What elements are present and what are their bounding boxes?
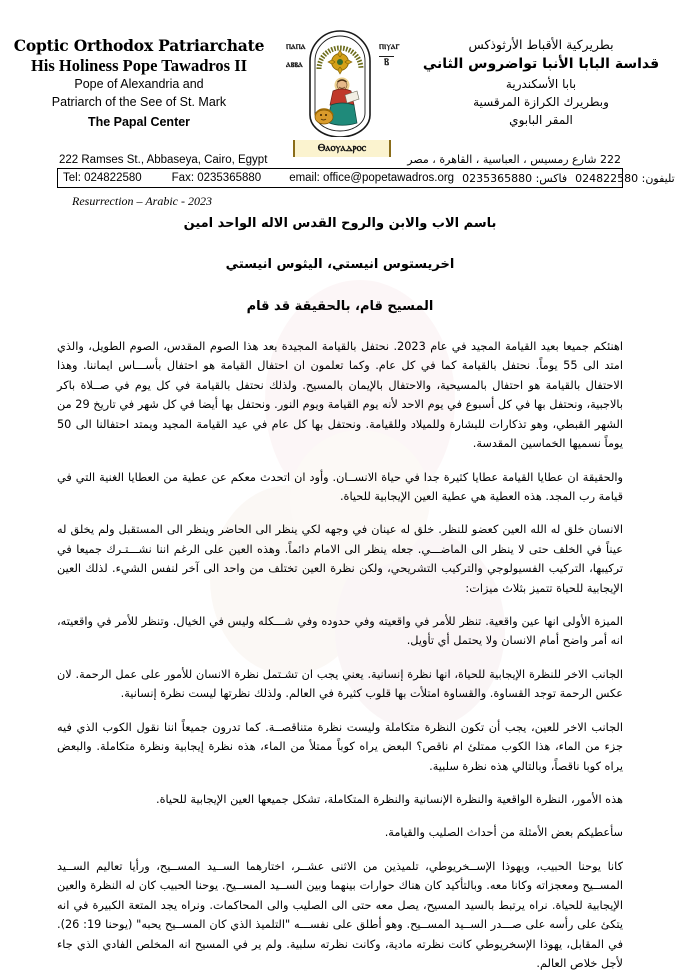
papal-center-en: The Papal Center [87,114,191,129]
telephone-english: Tel: 024822580 [63,172,142,184]
heading-trinity: باسم الاب والابن والروح القدس الاله الواحد امين [183,216,497,231]
body-paragraph: الجانب الاخر للنظرة الإيجابية للحياة، انها نظرة إنسانية. يعني يجب ان تشـتمل نظرة الانسان للأمور على عمل الرحمة. لان عكس الرحمة توجد القساوة. والقساوة امتلأت بها قلوب كثيرة في العالم. ولذلك نظرتها ليست نظرة إنسانية. [57,667,623,701]
pope-title-line1-ar: بابا الأسكندرية [505,77,577,92]
seal-abba-text: ⲁⲃⲃⲁ [286,58,303,70]
email-link[interactable]: email: office@popetawadros.org [289,172,455,184]
patriarchate-title-en: Coptic Orthodox Patriarchate [13,36,265,55]
seal-papa-text: ⲡⲁⲡⲁ [286,41,306,52]
document-label: Resurrection – Arabic - 2023 [72,194,212,208]
telephone-row [57,168,675,188]
patriarchate-title-ar: بطريركية الأقباط الأرثوذكس [468,37,614,52]
saint-mark-icon [307,29,373,137]
letterhead [0,28,680,158]
seal-piuab-text: ⲡⲓⲩⲁⲅ [379,41,400,52]
pope-title-line2-ar: وبطريرك الكرازة المرقسية [473,95,609,110]
body-paragraph: الجانب الاخر للعين، يجب أن تكون النظرة متكاملة وليست نظرة متناقصــة. كما تدرون جميعاً اننا نقول الكوب الذي فيه جزء من الماء، هذا الكوب ممتلئ ام ناقص؟ البعض يراه كوباً ممتلأ من الماء، هذه نظرة إيجابية ونظرة متكاملة. والبعض يراه كوبا ناقصاً، وبالتالي هذه نظرة سلبية. [57,720,623,773]
pope-title-line1-en: Pope of Alexandria and [74,77,204,92]
heading-christ-is-risen: المسيح قام، بالحقيقة قد قام [246,299,434,314]
body-paragraph: اهنئكم جميعا بعيد القيامة المجيد في عام 2023. نحتفل بالقيامة المجيدة بعد هذا الصوم المقدس، الصوم الطويل، والذي امتد الى 55 يوماً. نحتفل بالقيامة كما في كل عام. وكما تعلمون ان احتفال القيامة هو احتفال بأســـاس ايماننا. وهذا الاحتفال بالقيامة هو احتفال بالمسيحية، والاحتفال بالإيمان بالمسيح. ولذلك نحتفل بالقيامة في كل يوم في صــلاة باكر بالاجبية، ونحتفل بها في كل أسبوع في يوم الاحد لأنه يوم القيامة ويوم النور. ونحتفل بها أيضا في كل شهر في تاريخ 29 من الشهر القبطي، وهو تذكارات للبشارة وللميلاد وللقيامة. ونحتفل بها كل عام في عيد القيامة المجيد ويمتد احتفالنا الى 50 يوماً نسميها الخماسين المقدسة. [57,340,623,451]
body-paragraph: هذه الأمور، النظرة الواقعية والنظرة الإنسانية والنظرة المتكاملة، تشكل جميعها العين الإيجابية للحياة. [155,793,623,807]
contact-block [57,153,675,188]
seal-name-banner: Ⲑⲁⲟⲩⲁⲇⲣⲟⲥ [293,140,391,157]
letterhead-arabic [402,28,680,129]
papal-seal [286,28,400,163]
body-paragraph: كانا يوحنا الحبيب، ويهوذا الإســخريوطي، تلميذين من الاثنى عشــر، اختارهما الســيد المســيح، ورأيا تعاليم الســيد المســيح ومعجزاته وكانا معه. وبالتأكيد كان هناك حوارات بينهما وبين الســيد المســيح. يوحنا الحبيب كان له النظرة والعين الإيجابية للحياة. نراه يرتبط بالسيد المسيح، يصل معه حتى الى الصليب والى المحاكمات. ونراه يجد المتعة الكبيرة في انه يتكئ على رأسه على صـــدر الســيد المســيح. وهو أطلق على نفســـه "التلميذ الذي كان المســيح يحبه" (يوحنا 19: 26). في المقابل، يهوذا الإسخريوطي كانت نظرته مادية، وكانت نظرته سلبية. ولم ير في المسيح انه المخلص الفادي الذي جاء لأجل خلاص العالم. [57,859,623,970]
heading-christos-anesti: اخريستوس انيستي، اليثوس انيستي [225,257,455,272]
fax-arabic: فاكس: 0235365880 [462,171,568,185]
letterhead-seal-container [278,28,402,163]
address-arabic: 222 شارع رمسيس ، العباسية ، القاهرة ، مصر [407,153,621,166]
pope-name-ar: قداسة البابا الأنبا تواضروس الثاني [422,56,660,73]
body-paragraph: والحقيقة ان عطايا القيامة عطايا كثيرة جدا في حياة الانســان. وأود ان اتحدث معكم عن عطية من العطايا الغنية التي في قيامة رب المجد. هذه العطية هي عطية العين الإيجابية للحياة. [57,470,623,503]
address-english: 222 Ramses St., Abbaseya, Cairo, Egypt [59,154,268,166]
body-paragraph: الميزة الأولى انها عين واقعية. تنظر للأمر في واقعيته وفي حدوده وفي شـــكله وليس في الخيال. وتنظر للأمر في واقعيته، انه أمر واضح أمام الانسان ولا يحتمل أي تأويل. [57,615,623,648]
pope-title-line2-en: Patriarch of the See of St. Mark [51,94,227,109]
letter-body [57,337,623,973]
arabic-headings [57,216,623,314]
body-paragraph: الانسان خلق له الله العين كعضو للنظر. خلق له عينان في وجهه لكي ينظر الى الحاضر وينظر الى المستقبل ولم يخلق له عيناً في الخلف حتى لا ينظر الى الماضـــي. جعله ينظر الى الامام دائماً. وهذه العين على الرغم اننا نشـــتـرك جميعا في تركيبها، التركيب الفسيولوجي والتركيب التشريحي، ولكن نظرة العين تختلف من واحد الى آخر لنفس الشيء. لذلك العين الإيجابية للحياة تتميز بثلاث ميزات: [57,523,623,595]
seal-numeral-text: Ⲃ [379,56,394,69]
papal-center-ar: المقر البابوي [509,113,573,128]
fax-english: Fax: 0235365880 [171,172,262,184]
telephone-arabic: تليفون: 024822580 [575,171,675,185]
letterhead-english [0,28,278,132]
body-paragraph: سأعطيكم بعض الأمثلة من أحداث الصليب والقيامة. [384,826,623,840]
address-row [57,153,623,168]
pope-name-en: His Holiness Pope Tawadros II [30,55,248,75]
seal-coptic-left [286,41,306,70]
seal-coptic-right [379,41,400,68]
